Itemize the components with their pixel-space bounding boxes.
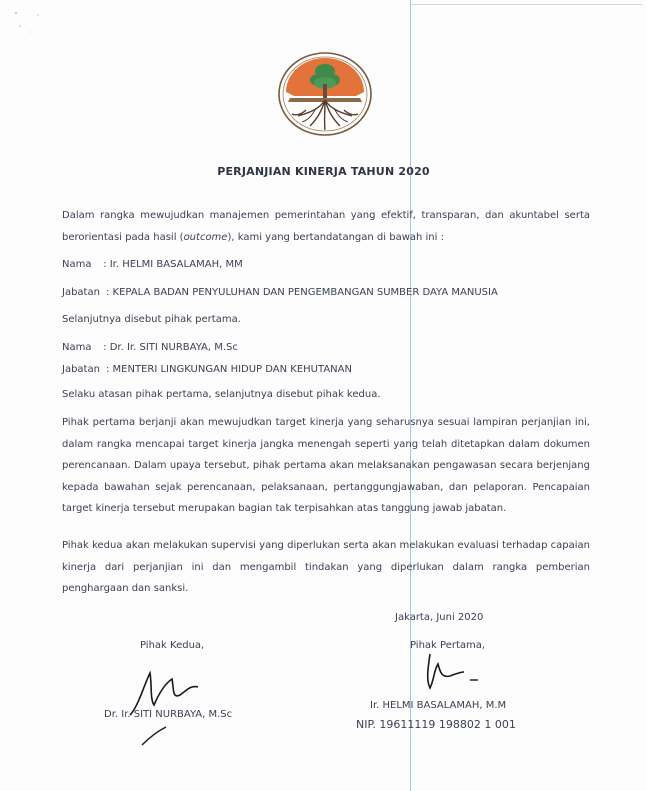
intro-text-end: ), kami yang bertandatangan di bawah ini :: [227, 231, 444, 243]
party-two-position-label: Jabatan: [62, 364, 100, 375]
scan-specks: [12, 8, 42, 38]
signature-icon: [120, 655, 230, 755]
agreement-paragraph-two: Pihak kedua akan melakukan supervisi yang diperlukan serta akan melakukan evaluasi terhadap capaian kinerja dari perjanjian ini dan mengambil tindakan yang diperlukan dalam rangka pemberian penghargaan dan sanksi.: [62, 540, 590, 594]
party-one-name-label: Nama: [62, 259, 92, 270]
party-one-position-value: : KEPALA BADAN PENYULUHAN DAN PENGEMBANGAN SUMBER DAYA MANUSIA: [106, 287, 498, 298]
right-signatory-nip: NIP. 19611119 198802 1 001: [356, 718, 516, 731]
scan-edge-line: [410, 0, 411, 791]
party-two-position-row: [62, 359, 352, 380]
party-one-position-label: Jabatan: [62, 287, 100, 298]
party-two-name-row: [62, 337, 238, 358]
intro-text-start: Dalam rangka mewujudkan manajemen pemerintahan yang efektif, transparan, dan akuntabel serta berorientasi pada hasil (: [62, 210, 590, 243]
party-one-position-row: [62, 282, 498, 303]
party-one-name-row: [62, 254, 243, 275]
document-title: PERJANJIAN KINERJA TAHUN 2020: [217, 165, 430, 178]
party-one-name-value: : Ir. HELMI BASALAMAH, MM: [103, 259, 243, 270]
left-signatory-role: Pihak Kedua,: [140, 640, 205, 651]
party-two-position-value: : MENTERI LINGKUNGAN HIDUP DAN KEHUTANAN: [106, 364, 352, 375]
intro-text-emphasis: outcome: [183, 231, 228, 243]
intro-paragraph: [62, 205, 590, 248]
right-signatory-role: Pihak Pertama,: [410, 640, 486, 651]
party-two-name-value: : Dr. Ir. SITI NURBAYA, M.Sc: [103, 342, 238, 353]
party-two-closing: Selaku atasan pihak pertama, selanjutnya disebut pihak kedua.: [62, 389, 381, 400]
ministry-tree-emblem-icon: [276, 50, 374, 138]
place-date: Jakarta, Juni 2020: [395, 612, 484, 623]
signature-icon: [420, 650, 500, 700]
right-signatory-name: Ir. HELMI BASALAMAH, M.M: [370, 700, 507, 711]
party-two-name-label: Nama: [62, 342, 92, 353]
agreement-paragraph-one: Pihak pertama berjanji akan mewujudkan target kinerja yang seharusnya sesuai lampiran perjanjian ini, dalam rangka mencapai target kinerja jangka menengah seperti yang telah ditetapkan dalam dokumen perencanaan. Dalam upaya tersebut, pihak pertama akan melaksanakan pengawasan secara berjenjang kepada bawahan sejak perencanaan, pelaksanaan, pertanggungjawaban, dan pelaporan. Pencapaian target kinerja tersebut merupakan bagian tak terpisahkan atas tanggung jawab jabatan.: [62, 417, 590, 514]
scan-top-rule: [412, 4, 642, 5]
left-signatory-name: Dr. Ir. SITI NURBAYA, M.Sc: [104, 709, 233, 720]
party-one-closing: Selanjutnya disebut pihak pertama.: [62, 314, 241, 325]
